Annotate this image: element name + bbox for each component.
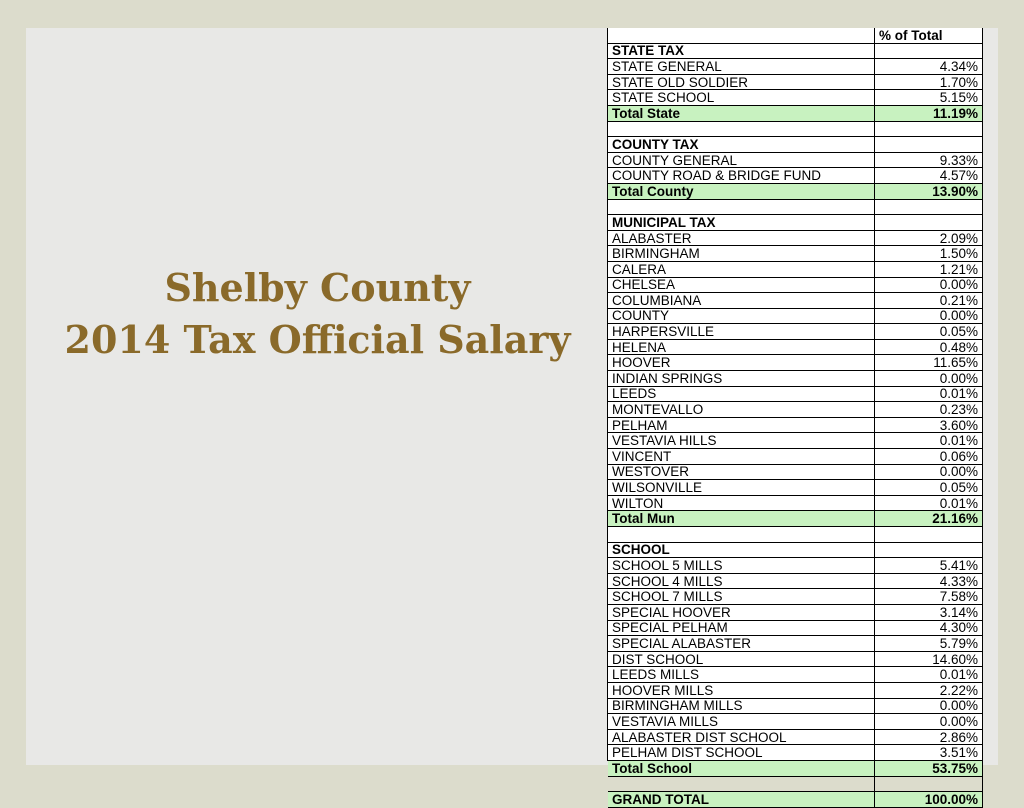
row-percent: 53.75% [875,760,983,776]
row-label: BIRMINGHAM [608,246,875,262]
tax-spreadsheet [607,28,983,807]
section-heading-state [608,43,983,59]
row-label: DIST SCHOOL [608,651,875,667]
row-label: STATE OLD SOLDIER [608,74,875,90]
row-label: ALABASTER [608,230,875,246]
row-label: SPECIAL PELHAM [608,620,875,636]
row-percent: 11.19% [875,105,983,121]
row-percent [875,776,983,792]
row-percent: 0.01% [875,495,983,511]
row-percent: 3.51% [875,745,983,761]
table-row [608,698,983,714]
row-percent [875,542,983,558]
tax-table [608,28,983,808]
table-row [608,589,983,605]
table-row [608,558,983,574]
table-row [608,682,983,698]
row-label: VINCENT [608,449,875,465]
row-label: ALABASTER DIST SCHOOL [608,729,875,745]
row-label: COLUMBIANA [608,293,875,309]
row-percent: 3.14% [875,604,983,620]
slide-title [60,262,575,366]
row-percent: 5.41% [875,558,983,574]
table-row [608,230,983,246]
blank-row [608,199,983,215]
row-percent: 1.21% [875,261,983,277]
row-percent: 7.58% [875,589,983,605]
row-label: COUNTY GENERAL [608,152,875,168]
row-label: BIRMINGHAM MILLS [608,698,875,714]
row-label: MUNICIPAL TAX [608,215,875,231]
row-percent [875,137,983,153]
row-percent: 21.16% [875,511,983,527]
row-percent: 4.33% [875,573,983,589]
row-percent: 0.05% [875,480,983,496]
row-label: HOOVER MILLS [608,682,875,698]
table-row [608,620,983,636]
row-label: STATE GENERAL [608,59,875,75]
table-row [608,59,983,75]
table-row [608,651,983,667]
table-row [608,449,983,465]
row-label: SPECIAL HOOVER [608,604,875,620]
row-label: COUNTY [608,308,875,324]
row-label: WILTON [608,495,875,511]
row-label: SCHOOL 4 MILLS [608,573,875,589]
table-row [608,339,983,355]
row-label: WILSONVILLE [608,480,875,496]
row-percent: 1.50% [875,246,983,262]
row-label: PELHAM DIST SCHOOL [608,745,875,761]
row-label: CALERA [608,261,875,277]
header-blank-cell [608,28,875,43]
table-row [608,324,983,340]
row-label: HELENA [608,339,875,355]
row-percent: 2.22% [875,682,983,698]
row-percent: 0.05% [875,324,983,340]
row-percent: 0.21% [875,293,983,309]
table-row [608,261,983,277]
table-row [608,355,983,371]
row-percent: 4.34% [875,59,983,75]
row-percent: 13.90% [875,183,983,199]
row-percent: 0.00% [875,698,983,714]
table-row [608,417,983,433]
table-row [608,152,983,168]
row-label: COUNTY ROAD & BRIDGE FUND [608,168,875,184]
table-row [608,402,983,418]
row-label: CHELSEA [608,277,875,293]
row-percent [875,43,983,59]
table-row [608,90,983,106]
row-label: GRAND TOTAL [608,792,875,808]
table-row [608,480,983,496]
row-label: LEEDS [608,386,875,402]
table-row [608,745,983,761]
row-percent: 5.79% [875,636,983,652]
table-header-row [608,28,983,43]
table-row [608,168,983,184]
row-label: Total County [608,183,875,199]
table-row [608,729,983,745]
total-row-school [608,760,983,776]
row-percent: 0.23% [875,402,983,418]
row-label [608,776,875,792]
row-percent: 100.00% [875,792,983,808]
row-label: SCHOOL [608,542,875,558]
blank-row [608,121,983,137]
table-row [608,246,983,262]
table-row [608,667,983,683]
row-percent: 2.86% [875,729,983,745]
table-row [608,293,983,309]
row-label: Total State [608,105,875,121]
row-percent: 4.57% [875,168,983,184]
row-percent: 0.00% [875,277,983,293]
total-row-state [608,105,983,121]
row-percent: 14.60% [875,651,983,667]
blank-row [608,776,983,792]
row-percent [875,215,983,231]
row-percent: 0.06% [875,449,983,465]
row-label: WESTOVER [608,464,875,480]
row-label: PELHAM [608,417,875,433]
row-percent: 9.33% [875,152,983,168]
row-label: LEEDS MILLS [608,667,875,683]
row-label: Total Mun [608,511,875,527]
tax-table-body [608,28,983,807]
table-row [608,74,983,90]
row-label [608,121,875,137]
row-percent: 0.01% [875,667,983,683]
row-label: COUNTY TAX [608,137,875,153]
row-percent: 0.00% [875,464,983,480]
row-label: VESTAVIA MILLS [608,714,875,730]
row-percent: 4.30% [875,620,983,636]
row-percent: 0.00% [875,308,983,324]
row-percent: 5.15% [875,90,983,106]
row-label: STATE TAX [608,43,875,59]
row-percent: 0.01% [875,433,983,449]
row-percent: 2.09% [875,230,983,246]
row-label: HARPERSVILLE [608,324,875,340]
row-percent: 0.48% [875,339,983,355]
row-label: Total School [608,760,875,776]
table-row [608,604,983,620]
row-label [608,527,875,543]
row-label: MONTEVALLO [608,402,875,418]
table-row [608,714,983,730]
total-row-county [608,183,983,199]
section-heading-county [608,137,983,153]
row-percent: 0.00% [875,371,983,387]
row-percent: 0.01% [875,386,983,402]
table-row [608,433,983,449]
table-row [608,386,983,402]
row-label: SCHOOL 7 MILLS [608,589,875,605]
row-label: HOOVER [608,355,875,371]
section-heading-municipal [608,215,983,231]
table-row [608,636,983,652]
row-percent: 0.00% [875,714,983,730]
row-percent [875,527,983,543]
row-label: SPECIAL ALABASTER [608,636,875,652]
table-row [608,308,983,324]
row-percent: 1.70% [875,74,983,90]
table-row [608,573,983,589]
row-percent: 3.60% [875,417,983,433]
total-row-municipal [608,511,983,527]
row-percent [875,199,983,215]
row-label: STATE SCHOOL [608,90,875,106]
blank-row [608,527,983,543]
table-row [608,495,983,511]
row-percent: 11.65% [875,355,983,371]
row-label: VESTAVIA HILLS [608,433,875,449]
row-label: INDIAN SPRINGS [608,371,875,387]
row-label: SCHOOL 5 MILLS [608,558,875,574]
section-heading-school [608,542,983,558]
title-line-2: 2014 Tax Official Salary [64,317,571,362]
table-row [608,371,983,387]
header-percent-of-total: % of Total [875,28,983,43]
table-row [608,464,983,480]
row-percent [875,121,983,137]
title-line-1: Shelby County [164,265,471,310]
grand-total-row [608,792,983,808]
table-row [608,277,983,293]
row-label [608,199,875,215]
